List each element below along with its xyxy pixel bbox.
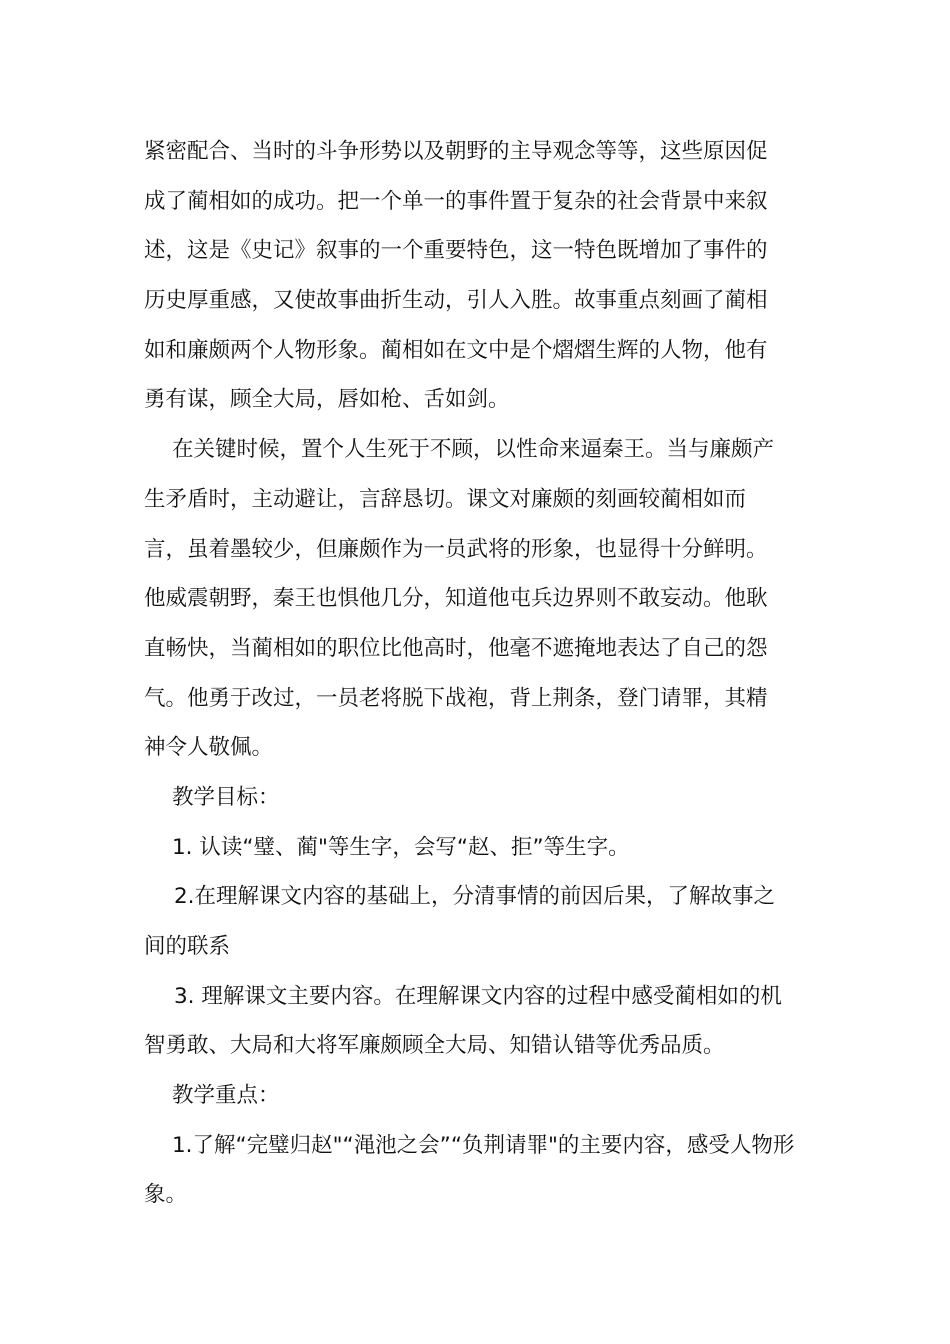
focus-item-1 [144,1121,810,1220]
heading-teaching-goals [144,773,810,823]
paragraph-lin-character-analysis [144,127,810,425]
text-line: 间的联系 [144,934,231,959]
text-line: 2.在理解课文内容的基础上，分清事情的前因后果，了解故事之 [174,884,776,910]
text-line: 述，这是《史记》叙事的一个重要特色，这一特色既增加了事件的 [144,238,768,264]
paragraph-lian-po-analysis [144,425,810,773]
heading-teaching-focus [144,1071,810,1121]
text-line: 智勇敢、大局和大将军廉颇顾全大局、知错认错等优秀品质。 [144,1033,725,1059]
goal-item-1 [144,823,810,873]
text-line: 1. 认读“璧、蔺"等生字，会写“赵、拒”等生字。 [172,834,630,860]
section-heading: 教学目标： [172,784,280,810]
text-line: 1.了解“完璧归赵"“渑池之会”“负荆请罪"的主要内容，感受人物形 [172,1132,795,1158]
text-line: 在关键时候，置个人生死于不顾，以性命来逼秦王。当与廉颇产 [172,437,775,463]
text-line: 历史厚重感，又使故事曲折生动，引人入胜。故事重点刻画了蔺相 [144,288,768,314]
text-line: 生矛盾时，主动避让，言辞恳切。课文对廉颇的刻画较蔺相如而 [144,486,747,512]
text-line: 神令人敬佩。 [144,735,274,761]
text-line: 言，虽着墨较少，但廉颇作为一员武将的形象，也显得十分鲜明。 [144,536,768,562]
text-line: 他威震朝野，秦王也惧他几分，知道他屯兵边界则不敢妄动。他耿 [144,586,768,612]
section-heading: 教学重点： [172,1083,280,1109]
goal-item-3 [144,972,810,1071]
text-line: 象。 [144,1182,188,1208]
text-line: 直畅快，当蔺相如的职位比他高时，他毫不遮掩地表达了自己的怨 [144,635,768,661]
text-line: 勇有谋，顾全大局，唇如枪、舌如剑。 [144,387,510,413]
text-line: 如和廉颇两个人物形象。蔺相如在文中是个熠熠生辉的人物，他有 [144,337,768,363]
text-line: 3. 理解课文主要内容。在理解课文内容的过程中感受蔺相如的机 [174,983,782,1009]
document-body [144,127,810,1220]
goal-item-2 [144,872,810,971]
text-line: 成了蔺相如的成功。把一个单一的事件置于复杂的社会背景中来叙 [144,188,768,214]
text-line: 紧密配合、当时的斗争形势以及朝野的主导观念等等，这些原因促 [144,139,768,164]
text-line: 气。他勇于改过，一员老将脱下战袍，背上荆条，登门请罪，其精 [144,685,768,711]
